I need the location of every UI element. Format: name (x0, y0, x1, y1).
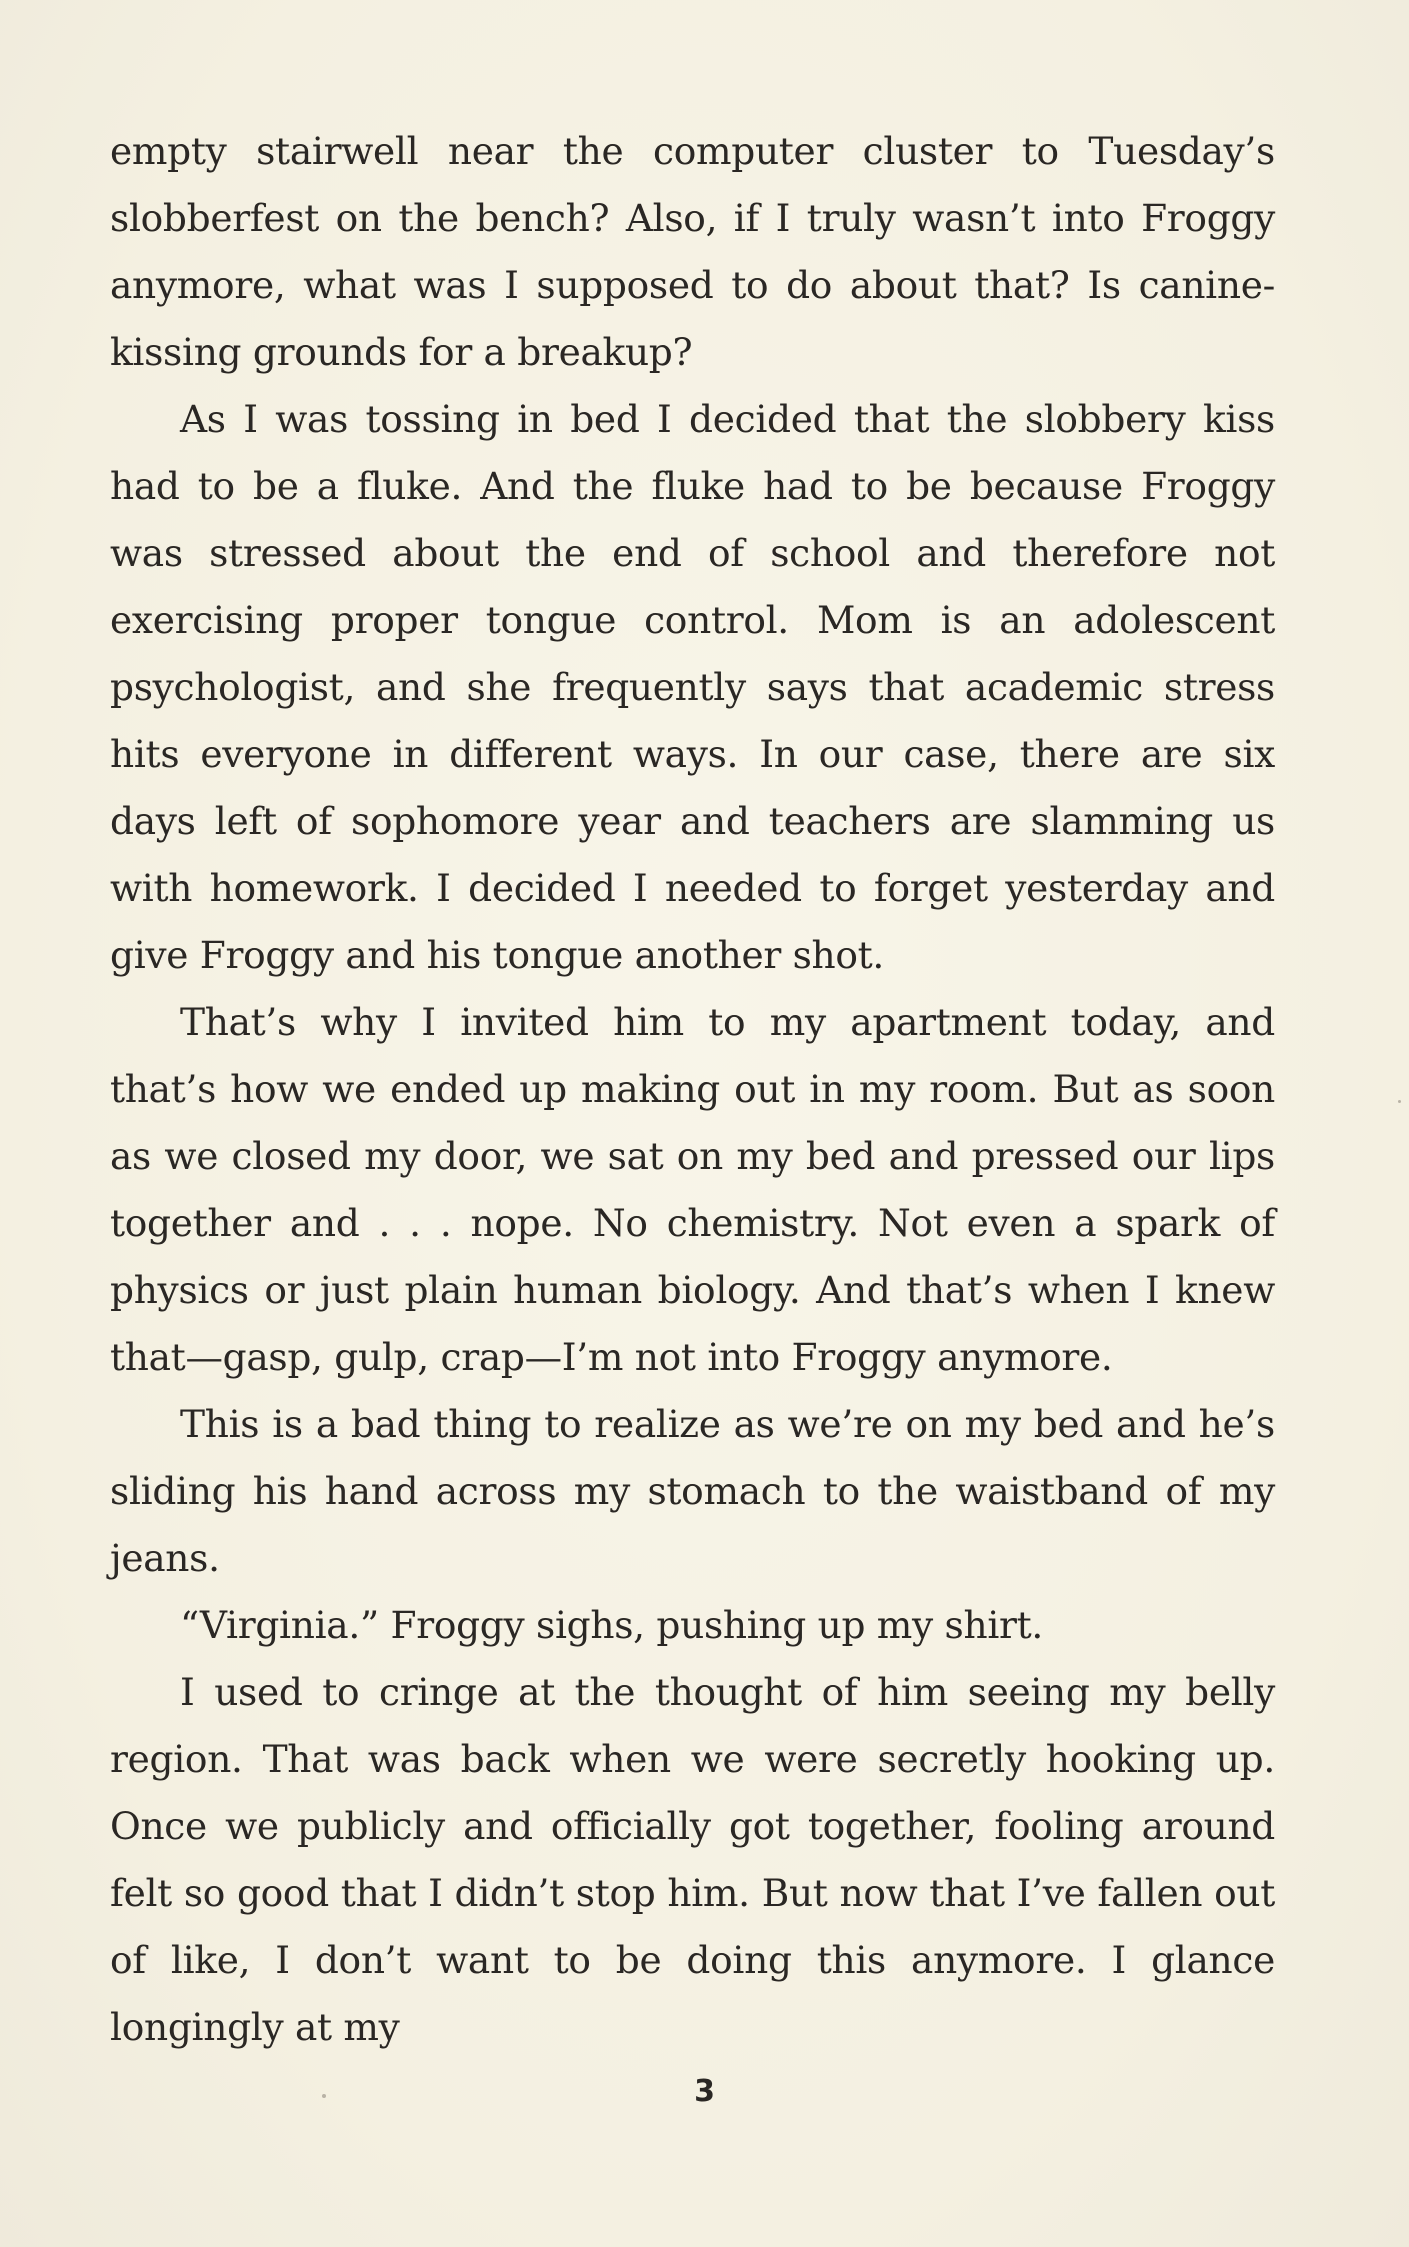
paragraph-fluke: As I was tossing in bed I decided that the slobbery kiss had to be a fluke. And the fluke had to be because Froggy was stressed about the end of school and therefore not exercising proper tongue control. Mom is an adolescent psychologist, and she frequently says that academic stress hits everyone in different ways. In our case, there are six days left of sophomore year and teachers are slamming us with homework. I decided I needed to forget yesterday and give Froggy and his tongue another shot. (110, 397, 1275, 977)
paragraph-dialogue: “Virginia.” Froggy sighs, pushing up my shirt. (180, 1603, 1044, 1647)
paper-speck (322, 2094, 326, 2098)
paper-speck (1398, 1100, 1401, 1103)
paragraph-realize: This is a bad thing to realize as we’re on my bed and he’s sliding his hand across my stomach to the waistband of my jeans. (110, 1402, 1275, 1580)
paragraph-continuation: empty stairwell near the computer cluster to Tuesday’s slobberfest on the bench? Also, if I truly wasn’t into Froggy anymore, what was I supposed to do about that? Is canine-kissing grounds for a breakup? (110, 129, 1275, 374)
paragraph-apartment: That’s why I invited him to my apartment today, and that’s how we ended up making out in my room. But as soon as we closed my door, we sat on my bed and pressed our lips together and . . . nope. No chemistry. Not even a spark of physics or just plain human biology. And that’s when I knew that—gasp, gulp, crap—I’m not into Froggy anymore. (110, 1000, 1275, 1379)
page-number: 3 (694, 2074, 715, 2109)
body-text (110, 118, 1275, 2061)
paragraph-cringe: I used to cringe at the thought of him seeing my belly region. That was back when we were secretly hooking up. Once we publicly and officially got together, fooling around felt so good that I didn’t stop him. But now that I’ve fallen out of like, I don’t want to be doing this anymore. I glance longingly at my (110, 1670, 1275, 2049)
